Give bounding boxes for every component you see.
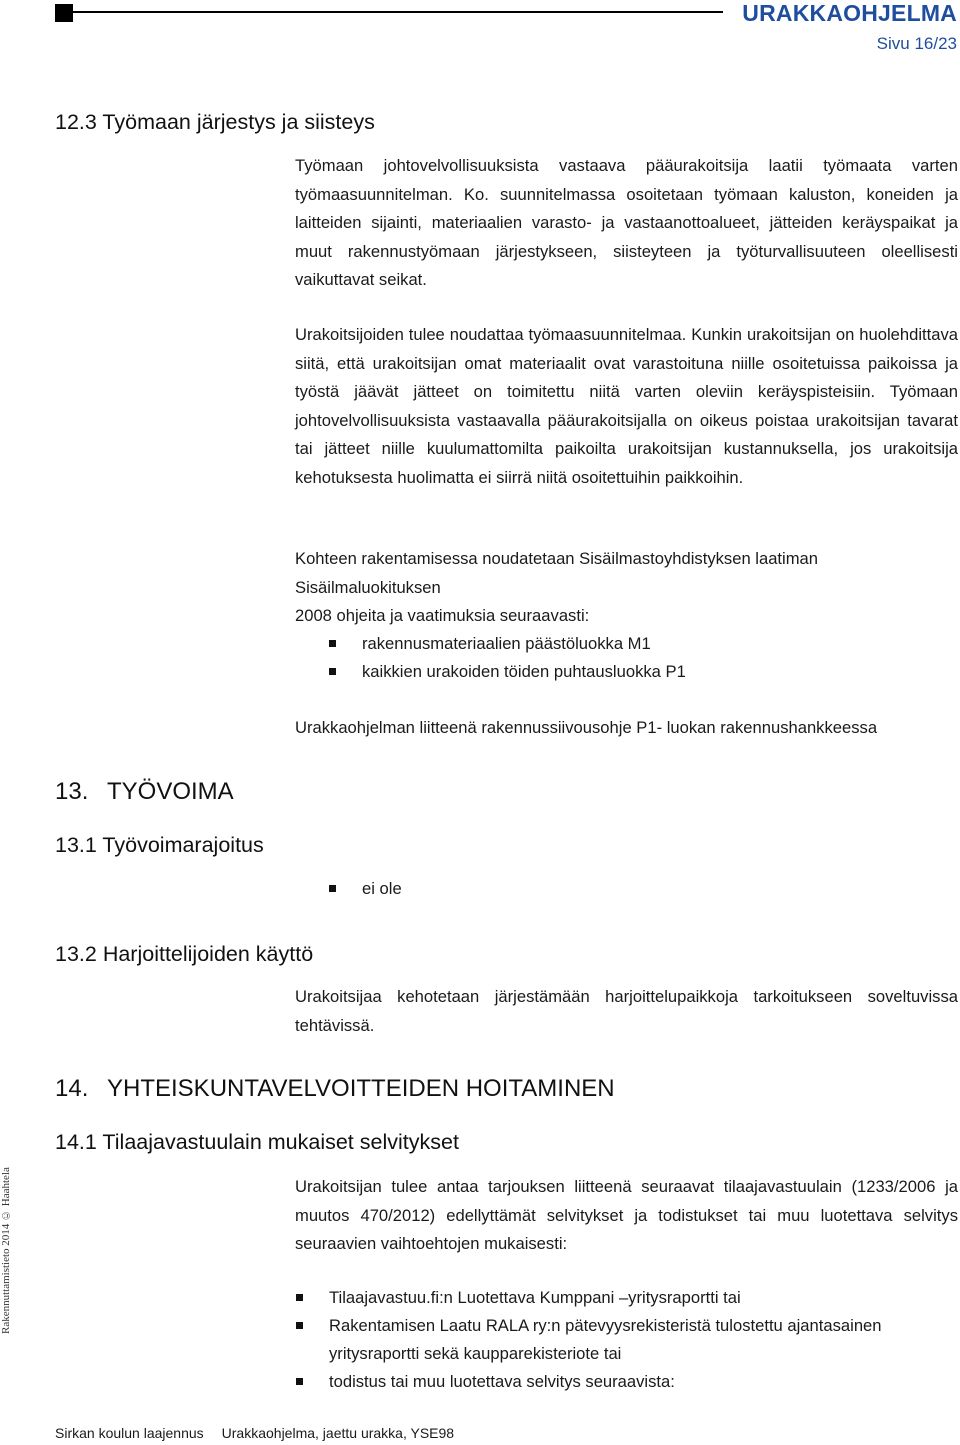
list-item: Tilaajavastuu.fi:n Luotettava Kumppani –yritysraportti tai xyxy=(329,1288,741,1307)
paragraph-sisailmaluokitus-2008: 2008 ohjeita ja vaatimuksia seuraavasti: xyxy=(295,606,590,625)
heading-12-3: 12.3 Työmaan järjestys ja siisteys xyxy=(55,110,375,134)
bullet-square-icon xyxy=(296,1378,303,1385)
paragraph-tilaajavastuu: Urakoitsijan tulee antaa tarjouksen liitteenä seuraavat tilaajavastuulain (1233/2006 ja muutos 470/2012) edellyttämät selvitykset ja todistukset tai muu luotettava selvitys seuraavien vaihtoehtojen mukaisesti: xyxy=(295,1177,958,1254)
heading-13-1: 13.1 Työvoimarajoitus xyxy=(55,833,264,857)
footer-document: Urakkaohjelma, jaettu urakka, YSE98 xyxy=(221,1425,455,1441)
paragraph-urakoitsijoiden-velvollisuudet: Urakoitsijoiden tulee noudattaa työmaasuunnitelmaa. Kunkin urakoitsijan on huolehdittava siitä, että urakoitsijan omat materiaalit ovat varastoituna niille osoitetuissa paikoissa ja työstä jäävät jätteet on toimitettu niitä varten oleviin keräyspisteisiin. Työmaan johtovelvollisuuksista vastaavalla pääurakoitsijalla on oikeus poistaa urakoitsijan tavarat tai jätteet niille kuulumattomilta paikoilta urakoitsijan kustannuksella, jos urakoitsija kehotuksesta huolimatta ei siirrä niitä osoitettuihin paikkoihin. xyxy=(295,325,958,487)
header-rule xyxy=(73,11,723,13)
document-title: URAKKAOHJELMA xyxy=(742,0,957,26)
list-item: rakennusmateriaalien päästöluokka M1 xyxy=(362,634,651,653)
bullet-square-icon xyxy=(296,1294,303,1301)
footer-project: Sirkan koulun laajennus xyxy=(55,1425,204,1441)
page-number: Sivu 16/23 xyxy=(876,34,957,53)
paragraph-tyomaasuunnitelma: Työmaan johtovelvollisuuksista vastaava pääurakoitsija laatii työmaata varten työmaasuunnitelman. Ko. suunnitelmassa osoitetaan työmaan kaluston, koneiden ja laitteiden sijainti, materiaalien varasto- ja vastaanottoalueet, jätteiden keräyspaikat ja muut rakennustyömaan järjestykseen, siisteyteen ja työturvallisuuteen oleellisesti vaikuttavat seikat. xyxy=(295,156,958,290)
paragraph-sisailmaluokitus: Kohteen rakentamisessa noudatetaan Sisäilmastoyhdistyksen laatiman Sisäilmaluokituksen xyxy=(295,549,819,597)
list-item: kaikkien urakoiden töiden puhtausluokka P1 xyxy=(362,662,686,681)
heading-14 xyxy=(55,1075,615,1103)
heading-14-1: 14.1 Tilaajavastuulain mukaiset selvitykset xyxy=(55,1130,459,1154)
heading-13-title: TYÖVOIMA xyxy=(107,778,234,805)
bullet-square-icon xyxy=(296,1322,303,1329)
heading-14-title: YHTEISKUNTAVELVOITTEIDEN HOITAMINEN xyxy=(107,1075,615,1102)
paragraph-siivousohje: Urakkaohjelman liitteenä rakennussiivousohje P1- luokan rakennushankkeessa xyxy=(295,718,878,737)
bullet-square-icon xyxy=(329,885,336,892)
bullet-square-icon xyxy=(329,668,336,675)
side-copyright-note: Rakennuttamistieto 2014 © Haahtela xyxy=(0,1167,12,1335)
footer xyxy=(55,1425,454,1441)
heading-13 xyxy=(55,778,234,806)
heading-13-number: 13. xyxy=(55,778,89,805)
paragraph-harjoittelupaikat: Urakoitsijaa kehotetaan järjestämään harjoittelupaikkoja tarkoitukseen soveltuvissa tehtävissä. xyxy=(295,987,958,1035)
bullet-square-icon xyxy=(329,640,336,647)
header-marker-square xyxy=(55,4,73,22)
list-item-continuation: yritysraportti sekä kaupparekisteriote tai xyxy=(329,1344,622,1363)
list-item: todistus tai muu luotettava selvitys seuraavista: xyxy=(329,1372,675,1391)
list-item: ei ole xyxy=(362,879,402,898)
heading-14-number: 14. xyxy=(55,1075,89,1102)
list-item: Rakentamisen Laatu RALA ry:n pätevyysrekisteristä tulostettu ajantasainen xyxy=(329,1316,882,1335)
heading-13-2: 13.2 Harjoittelijoiden käyttö xyxy=(55,942,314,966)
